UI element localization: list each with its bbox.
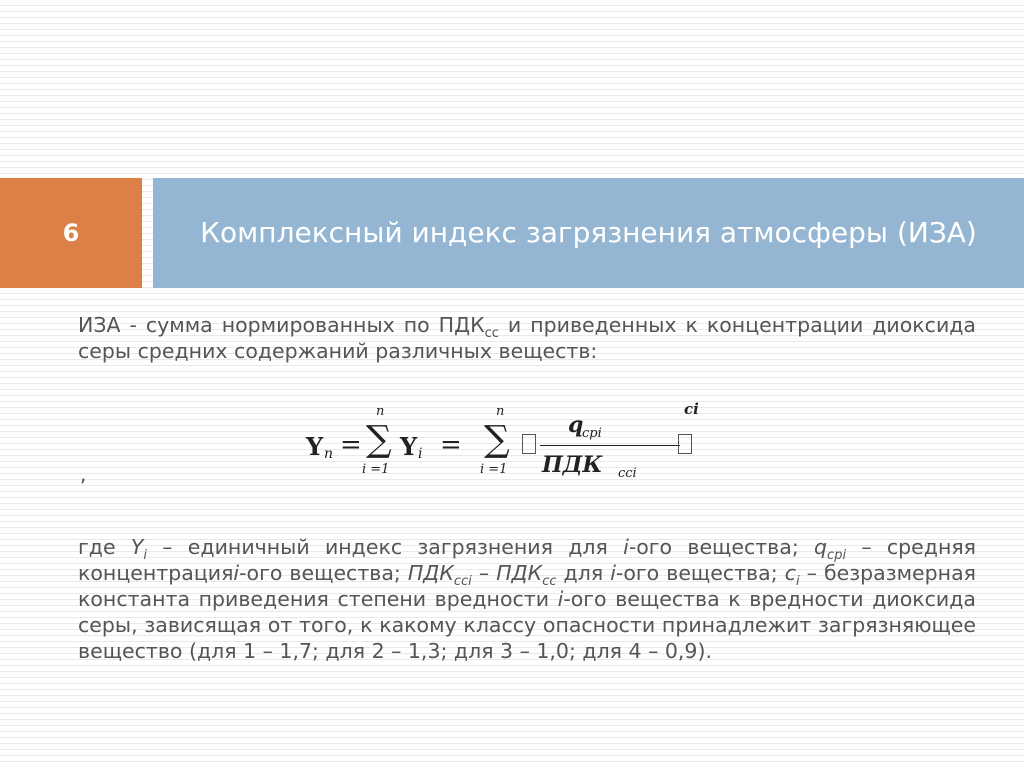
bracket-left [522, 434, 536, 454]
slide-title: Комплексный индекс загрязнения атмосферы (ИЗА) [200, 216, 977, 249]
iza-formula: Y n = n ∑ i =1 Y i = n ∑ i =1 q cpi ПДК cci ci [306, 400, 699, 481]
fraction-line [540, 445, 680, 446]
formula-comma: , [80, 462, 87, 486]
definition-paragraph: ИЗА - сумма нормированных по $ПДК_{сс}$ и приведенных к концентрации диоксида серы средних содержаний различных веществ: [78, 313, 976, 363]
slide-number: 6 [62, 219, 80, 247]
bracket-right [678, 434, 692, 454]
slide-number-box [0, 178, 142, 288]
explanation-paragraph: где $Y_i$ – единичный индекс загрязнения для i-ого вещества; $q_{срi}$ – средняя концентрацияi-ого вещества; $ПДК_{ссi} - ПДК_{сс}$ для i-ого вещества; $с_i$ – безразмерная константа приведения степени вредности i-ого вещества к вредности диоксида серы, зависящая от того, к какому классу опасности принадлежит загрязняющее вещество (для 1 – 1,7; для 2 – 1,3; для 3 – 1,0; для 4 – 0,9). [78, 535, 977, 663]
slide-title-box [153, 178, 1024, 288]
sum-sign: ∑ [366, 419, 392, 460]
sum-sign: ∑ [484, 419, 510, 460]
